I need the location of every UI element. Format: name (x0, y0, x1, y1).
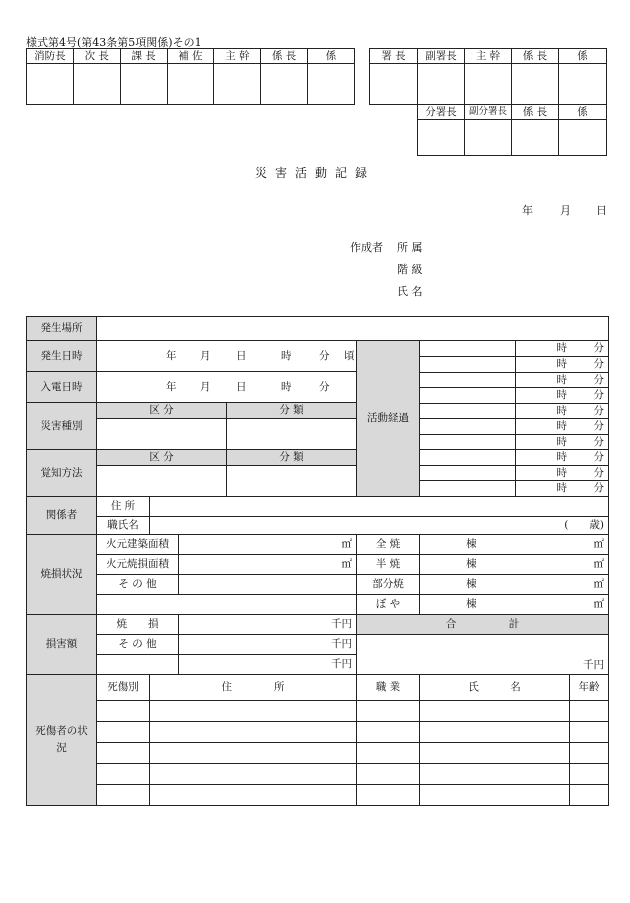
activity-place[interactable] (420, 341, 515, 357)
page-title: 災害活動記録 (254, 166, 375, 180)
burn-type: ぼ や (357, 595, 420, 615)
burn-type: 全 焼 (357, 535, 420, 555)
activity-place[interactable] (420, 450, 515, 466)
occurred-minute: 分 (319, 350, 330, 362)
burn-type: 部分焼 (357, 575, 420, 595)
related-address-field[interactable] (150, 497, 609, 517)
label-disaster-type: 災害種別 (27, 403, 97, 450)
burn-item: 火元建築面積 (97, 535, 179, 555)
damage-amount-field[interactable]: 千円 (179, 655, 357, 675)
activity-time[interactable]: 時 分 (515, 419, 609, 435)
approval-header: 係 (308, 49, 355, 64)
activity-time[interactable]: 時 分 (515, 434, 609, 450)
call-minute: 分 (319, 381, 330, 393)
burn-count-field[interactable]: 棟 ㎡ (420, 555, 609, 575)
activity-place[interactable] (420, 372, 515, 388)
author-label: 作成者 (350, 241, 383, 254)
damage-item: 焼 損 (97, 615, 179, 635)
approval-header: 署 長 (370, 49, 418, 64)
approval-header: 分署長 (418, 105, 465, 120)
occurred-year: 年 (166, 350, 177, 362)
label-activity: 活動経過 (357, 341, 420, 497)
activity-time[interactable]: 時 分 (515, 372, 609, 388)
classification-header: 分 類 (227, 450, 357, 466)
label-casualty: 死傷者の状況 (27, 675, 97, 806)
label-call: 入電日時 (27, 372, 97, 403)
table-row (27, 785, 609, 806)
burn-other-detail[interactable] (97, 595, 357, 615)
occupation-name-label: 職氏名 (97, 517, 150, 535)
burn-area-field[interactable]: ㎡ (179, 555, 357, 575)
call-hour: 時 (281, 381, 292, 393)
stamp-cell[interactable] (73, 64, 120, 105)
stamp-cell[interactable] (27, 64, 74, 105)
stamp-cell[interactable] (261, 64, 308, 105)
occurred-day: 日 (236, 350, 247, 362)
table-row (27, 764, 609, 785)
total-header: 合 計 (357, 615, 609, 635)
approval-header: 係 長 (512, 105, 559, 120)
classification-header: 分 類 (227, 403, 357, 419)
burn-count-field[interactable]: 棟 ㎡ (420, 595, 609, 615)
burn-other-field[interactable] (179, 575, 357, 595)
date-day: 日 (596, 204, 607, 217)
damage-item: そ の 他 (97, 635, 179, 655)
approval-header: 副分署長 (465, 105, 512, 120)
label-damage: 損害額 (27, 615, 97, 675)
disaster-category-field[interactable] (97, 419, 227, 450)
date-year: 年 (522, 204, 533, 217)
location-field[interactable] (97, 317, 609, 341)
category-header: 区 分 (97, 450, 227, 466)
stamp-cell[interactable] (465, 64, 512, 105)
activity-place[interactable] (420, 465, 515, 481)
author-affiliation: 所 属 (397, 241, 423, 254)
disaster-classification-field[interactable] (227, 419, 357, 450)
activity-log[interactable] (420, 341, 609, 497)
stamp-cell[interactable] (308, 64, 355, 105)
burn-type: 半 焼 (357, 555, 420, 575)
stamp-cell[interactable] (167, 64, 214, 105)
awareness-category-field[interactable] (97, 466, 227, 497)
label-awareness: 覚知方法 (27, 450, 97, 497)
casualty-col-header: 住 所 (150, 675, 357, 701)
stamp-cell[interactable] (512, 120, 559, 156)
approval-header: 主 幹 (214, 49, 261, 64)
activity-rows (420, 341, 609, 496)
burn-item: 火元焼損面積 (97, 555, 179, 575)
label-location: 発生場所 (27, 317, 97, 341)
activity-place[interactable] (420, 403, 515, 419)
call-field[interactable] (97, 372, 357, 403)
stamp-cell[interactable] (214, 64, 261, 105)
stamp-cell[interactable] (559, 120, 607, 156)
occurred-field[interactable] (97, 341, 357, 372)
approval-header: 消防長 (27, 49, 74, 64)
occurred-approx: 頃 (344, 350, 355, 362)
damage-amount-field[interactable]: 千円 (179, 635, 357, 655)
damage-item-blank[interactable] (97, 655, 179, 675)
table-row (27, 743, 609, 764)
activity-time[interactable]: 時 分 (515, 403, 609, 419)
casualty-col-header: 死傷別 (97, 675, 150, 701)
occurred-month: 月 (200, 350, 211, 362)
activity-time[interactable]: 時 分 (515, 341, 609, 357)
address-label: 住 所 (97, 497, 150, 517)
activity-time[interactable]: 時 分 (515, 465, 609, 481)
casualty-col-header: 職 業 (357, 675, 420, 701)
stamp-cell[interactable] (418, 120, 465, 156)
activity-place[interactable] (420, 419, 515, 435)
label-related: 関係者 (27, 497, 97, 535)
activity-place[interactable] (420, 434, 515, 450)
stamp-cell[interactable] (370, 64, 418, 105)
activity-place[interactable] (420, 388, 515, 404)
approval-header: 次 長 (73, 49, 120, 64)
activity-time[interactable]: 時 分 (515, 388, 609, 404)
casualty-col-header: 年齢 (570, 675, 609, 701)
casualty-col-header: 氏 名 (420, 675, 570, 701)
burn-item: そ の 他 (97, 575, 179, 595)
activity-place[interactable] (420, 357, 515, 373)
approval-box-left (26, 48, 355, 105)
approval-header: 主 幹 (465, 49, 512, 64)
approval-header: 係 長 (261, 49, 308, 64)
activity-time[interactable]: 時 分 (515, 481, 609, 497)
approval-header: 補 佐 (167, 49, 214, 64)
activity-time[interactable]: 時 分 (515, 450, 609, 466)
burn-area-field[interactable]: ㎡ (179, 535, 357, 555)
date-month: 月 (560, 204, 571, 217)
approval-header: 副署長 (418, 49, 465, 64)
approval-header: 係 (559, 49, 607, 64)
table-row (27, 701, 609, 722)
awareness-classification-field[interactable] (227, 466, 357, 497)
call-year: 年 (166, 381, 177, 393)
call-month: 月 (200, 381, 211, 393)
author-rank: 階 級 (397, 263, 423, 276)
category-header: 区 分 (97, 403, 227, 419)
stamp-cell[interactable] (465, 120, 512, 156)
age-field: ( 歳) (564, 519, 604, 532)
stamp-cell[interactable] (418, 64, 465, 105)
stamp-cell[interactable] (512, 64, 559, 105)
burn-count-field[interactable]: 棟 ㎡ (420, 575, 609, 595)
total-amount-field[interactable]: 千円 (357, 635, 609, 675)
record-table (26, 316, 609, 806)
related-name-field[interactable] (150, 517, 609, 535)
form-number: 様式第4号(第43条第5項関係)その1 (26, 36, 202, 49)
stamp-cell[interactable] (120, 64, 167, 105)
call-day: 日 (236, 381, 247, 393)
approval-header: 係 長 (512, 49, 559, 64)
stamp-cell[interactable] (559, 64, 607, 105)
label-burn: 焼損状況 (27, 535, 97, 615)
label-occurred: 発生日時 (27, 341, 97, 372)
approval-box-right (369, 48, 607, 156)
table-row (27, 722, 609, 743)
author-name: 氏 名 (397, 285, 423, 298)
damage-amount-field[interactable]: 千円 (179, 615, 357, 635)
approval-header: 課 長 (120, 49, 167, 64)
burn-count-field[interactable]: 棟 ㎡ (420, 535, 609, 555)
activity-place[interactable] (420, 481, 515, 497)
activity-time[interactable]: 時 分 (515, 357, 609, 373)
approval-header: 係 (559, 105, 607, 120)
occurred-hour: 時 (281, 350, 292, 362)
